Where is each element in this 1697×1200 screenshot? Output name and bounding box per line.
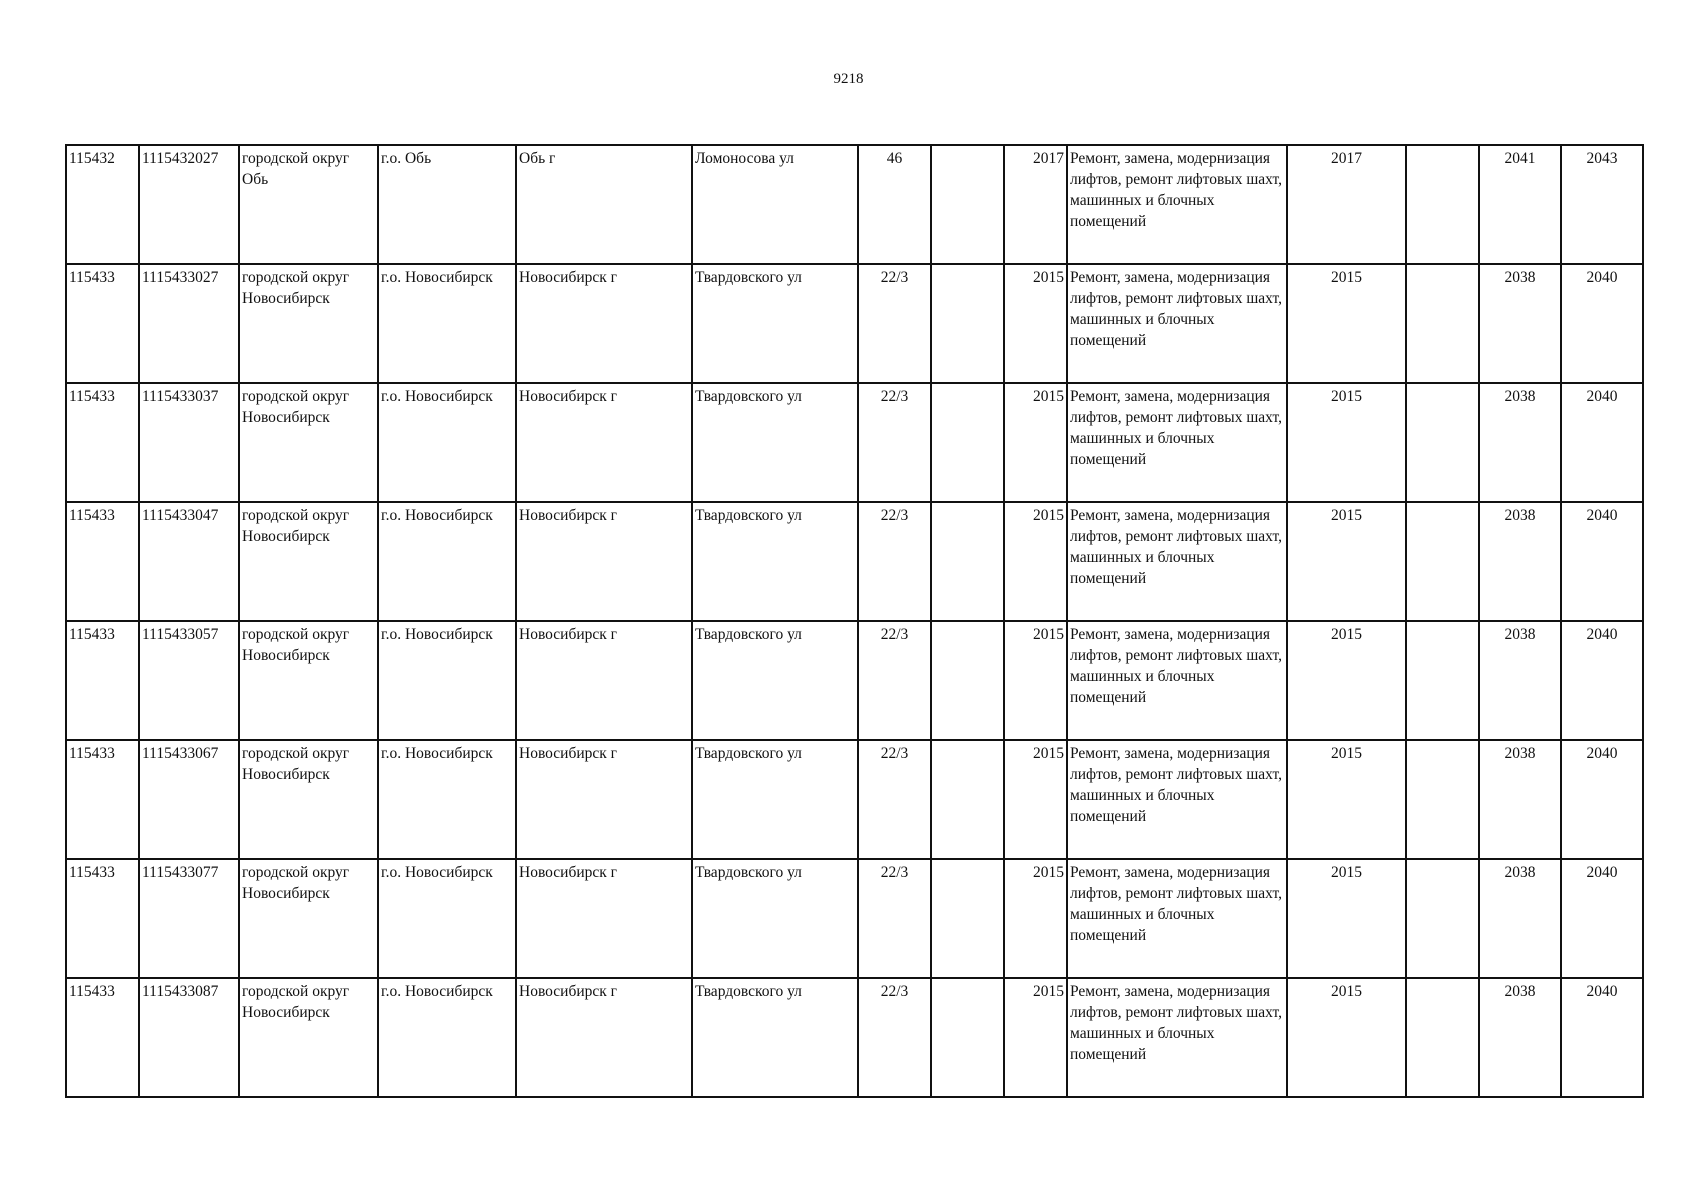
row-settlement: Новосибирск г [516, 383, 692, 502]
row-work-description: Ремонт, замена, модернизация лифтов, ремонт лифтовых шахт, машинных и блочных помещений [1067, 383, 1287, 502]
row-house: 22/3 [858, 383, 931, 502]
table-body [66, 145, 1643, 1097]
table-row [66, 502, 1643, 621]
row-building [931, 502, 1004, 621]
row-settlement: Новосибирск г [516, 740, 692, 859]
row-work-description: Ремонт, замена, модернизация лифтов, ремонт лифтовых шахт, машинных и блочных помещений [1067, 264, 1287, 383]
row-settlement: Новосибирск г [516, 978, 692, 1097]
row-street: Твардовского ул [692, 621, 858, 740]
row-id: 1115432027 [139, 145, 239, 264]
row-district: городской округ Новосибирск [239, 859, 378, 978]
row-year-built: 2017 [1004, 145, 1067, 264]
row-street: Твардовского ул [692, 383, 858, 502]
row-house: 22/3 [858, 502, 931, 621]
row-municipality: г.о. Новосибирск [378, 264, 516, 383]
row-house: 22/3 [858, 264, 931, 383]
row-plan-year-to: 2043 [1561, 145, 1643, 264]
row-district: городской округ Новосибирск [239, 264, 378, 383]
row-municipality: г.о. Новосибирск [378, 621, 516, 740]
row-district: городской округ Обь [239, 145, 378, 264]
row-code: 115433 [66, 978, 139, 1097]
row-year-built: 2015 [1004, 502, 1067, 621]
table-row [66, 621, 1643, 740]
row-code: 115432 [66, 145, 139, 264]
row-settlement: Новосибирск г [516, 859, 692, 978]
row-settlement: Новосибирск г [516, 502, 692, 621]
row-code: 115433 [66, 502, 139, 621]
row-plan-year-to: 2040 [1561, 978, 1643, 1097]
row-plan-year-from: 2038 [1479, 621, 1561, 740]
row-municipality: г.о. Новосибирск [378, 740, 516, 859]
row-id: 1115433047 [139, 502, 239, 621]
row-plan-year-from: 2038 [1479, 264, 1561, 383]
row-extra [1406, 740, 1479, 859]
row-plan-year-to: 2040 [1561, 740, 1643, 859]
row-extra [1406, 859, 1479, 978]
row-house: 22/3 [858, 859, 931, 978]
row-plan-year-from: 2038 [1479, 740, 1561, 859]
row-year-start: 2015 [1287, 502, 1406, 621]
row-municipality: г.о. Новосибирск [378, 859, 516, 978]
row-building [931, 859, 1004, 978]
row-plan-year-from: 2038 [1479, 859, 1561, 978]
row-id: 1115433087 [139, 978, 239, 1097]
row-building [931, 621, 1004, 740]
row-plan-year-to: 2040 [1561, 264, 1643, 383]
row-house: 22/3 [858, 978, 931, 1097]
row-building [931, 978, 1004, 1097]
row-year-built: 2015 [1004, 264, 1067, 383]
row-code: 115433 [66, 859, 139, 978]
row-id: 1115433077 [139, 859, 239, 978]
row-settlement: Новосибирск г [516, 621, 692, 740]
table-row [66, 264, 1643, 383]
row-extra [1406, 621, 1479, 740]
row-street: Твардовского ул [692, 264, 858, 383]
row-work-description: Ремонт, замена, модернизация лифтов, ремонт лифтовых шахт, машинных и блочных помещений [1067, 621, 1287, 740]
row-year-built: 2015 [1004, 383, 1067, 502]
row-district: городской округ Новосибирск [239, 502, 378, 621]
row-code: 115433 [66, 383, 139, 502]
row-house: 22/3 [858, 621, 931, 740]
row-plan-year-to: 2040 [1561, 502, 1643, 621]
row-code: 115433 [66, 621, 139, 740]
registry-table [65, 144, 1644, 1098]
row-year-built: 2015 [1004, 621, 1067, 740]
table-row [66, 740, 1643, 859]
row-plan-year-to: 2040 [1561, 621, 1643, 740]
row-building [931, 383, 1004, 502]
row-work-description: Ремонт, замена, модернизация лифтов, ремонт лифтовых шахт, машинных и блочных помещений [1067, 502, 1287, 621]
row-municipality: г.о. Новосибирск [378, 978, 516, 1097]
row-street: Твардовского ул [692, 859, 858, 978]
row-code: 115433 [66, 264, 139, 383]
table-row [66, 383, 1643, 502]
row-extra [1406, 502, 1479, 621]
row-municipality: г.о. Обь [378, 145, 516, 264]
row-work-description: Ремонт, замена, модернизация лифтов, ремонт лифтовых шахт, машинных и блочных помещений [1067, 145, 1287, 264]
row-plan-year-from: 2038 [1479, 383, 1561, 502]
row-year-built: 2015 [1004, 740, 1067, 859]
row-year-start: 2015 [1287, 621, 1406, 740]
row-house: 46 [858, 145, 931, 264]
row-municipality: г.о. Новосибирск [378, 502, 516, 621]
row-year-start: 2015 [1287, 740, 1406, 859]
row-year-start: 2017 [1287, 145, 1406, 264]
row-street: Твардовского ул [692, 740, 858, 859]
row-year-built: 2015 [1004, 978, 1067, 1097]
row-street: Ломоносова ул [692, 145, 858, 264]
row-extra [1406, 383, 1479, 502]
row-street: Твардовского ул [692, 978, 858, 1097]
row-building [931, 740, 1004, 859]
row-extra [1406, 145, 1479, 264]
row-year-built: 2015 [1004, 859, 1067, 978]
row-building [931, 145, 1004, 264]
row-settlement: Обь г [516, 145, 692, 264]
page-number: 9218 [833, 71, 864, 87]
row-work-description: Ремонт, замена, модернизация лифтов, ремонт лифтовых шахт, машинных и блочных помещений [1067, 978, 1287, 1097]
row-building [931, 264, 1004, 383]
row-municipality: г.о. Новосибирск [378, 383, 516, 502]
row-district: городской округ Новосибирск [239, 621, 378, 740]
row-year-start: 2015 [1287, 383, 1406, 502]
row-settlement: Новосибирск г [516, 264, 692, 383]
table-row [66, 978, 1643, 1097]
row-id: 1115433057 [139, 621, 239, 740]
row-plan-year-from: 2038 [1479, 502, 1561, 621]
row-district: городской округ Новосибирск [239, 978, 378, 1097]
row-district: городской округ Новосибирск [239, 383, 378, 502]
row-street: Твардовского ул [692, 502, 858, 621]
row-id: 1115433037 [139, 383, 239, 502]
row-extra [1406, 264, 1479, 383]
row-id: 1115433067 [139, 740, 239, 859]
row-year-start: 2015 [1287, 859, 1406, 978]
table-row [66, 145, 1643, 264]
table-row [66, 859, 1643, 978]
row-plan-year-from: 2038 [1479, 978, 1561, 1097]
row-house: 22/3 [858, 740, 931, 859]
row-id: 1115433027 [139, 264, 239, 383]
row-plan-year-from: 2041 [1479, 145, 1561, 264]
row-code: 115433 [66, 740, 139, 859]
row-work-description: Ремонт, замена, модернизация лифтов, ремонт лифтовых шахт, машинных и блочных помещений [1067, 740, 1287, 859]
row-extra [1406, 978, 1479, 1097]
row-district: городской округ Новосибирск [239, 740, 378, 859]
row-work-description: Ремонт, замена, модернизация лифтов, ремонт лифтовых шахт, машинных и блочных помещений [1067, 859, 1287, 978]
row-plan-year-to: 2040 [1561, 383, 1643, 502]
row-year-start: 2015 [1287, 978, 1406, 1097]
row-plan-year-to: 2040 [1561, 859, 1643, 978]
row-year-start: 2015 [1287, 264, 1406, 383]
